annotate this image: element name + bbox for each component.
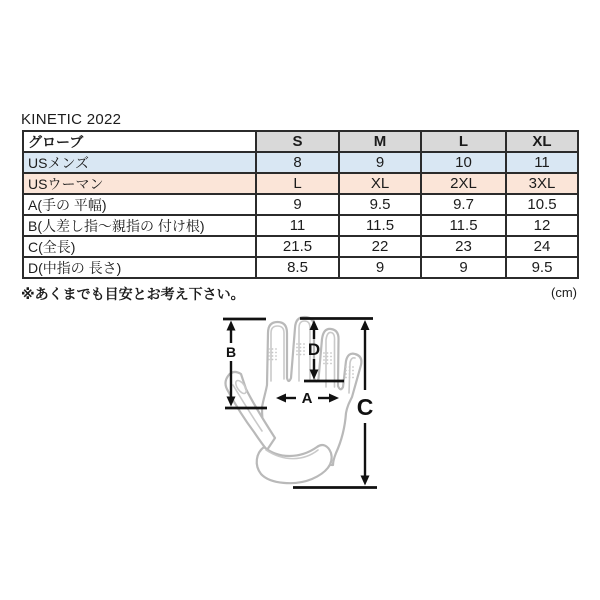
table-row-middle-finger-length — [23, 257, 578, 278]
cell-value: 9 — [339, 152, 421, 173]
cell-value: 21.5 — [256, 236, 339, 257]
row-label: USメンズ — [23, 152, 256, 173]
cell-value: 11.5 — [421, 215, 506, 236]
unit-label: (cm) — [551, 285, 577, 300]
cell-value: 8.5 — [256, 257, 339, 278]
row-label: D(中指の 長さ) — [23, 257, 256, 278]
header-size-m: M — [339, 131, 421, 152]
cell-value: 11.5 — [339, 215, 421, 236]
table-row-index-to-thumb — [23, 215, 578, 236]
dim-label-c: C — [356, 394, 374, 420]
table-row-total-length — [23, 236, 578, 257]
header-size-xl: XL — [506, 131, 578, 152]
cell-value: 9.5 — [506, 257, 578, 278]
table-row-palm-width — [23, 194, 578, 215]
dim-label-b: B — [225, 344, 237, 360]
dim-label-d: D — [307, 340, 321, 359]
table-header-row — [23, 131, 578, 152]
row-label: C(全長) — [23, 236, 256, 257]
cell-value: 9.7 — [421, 194, 506, 215]
disclaimer-note: ※あくまでも目安とお考え下さい。 — [21, 286, 245, 302]
cell-value: 11 — [256, 215, 339, 236]
cell-value: 8 — [256, 152, 339, 173]
header-glove: グローブ — [23, 131, 256, 152]
cell-value: 9 — [339, 257, 421, 278]
glove-measurement-diagram — [200, 295, 400, 507]
cell-value: 9 — [256, 194, 339, 215]
glove-outline-drawing — [226, 317, 362, 483]
cell-value: 12 — [506, 215, 578, 236]
cell-value: 24 — [506, 236, 578, 257]
row-label: B(人差し指～親指の 付け根) — [23, 215, 256, 236]
header-size-l: L — [421, 131, 506, 152]
table-row-us-mens — [23, 152, 578, 173]
cell-value: L — [256, 173, 339, 194]
cell-value: 10 — [421, 152, 506, 173]
table-row-us-womens — [23, 173, 578, 194]
cell-value: 11 — [506, 152, 578, 173]
header-size-s: S — [256, 131, 339, 152]
cell-value: 9.5 — [339, 194, 421, 215]
dim-label-a: A — [301, 390, 313, 407]
page-title: KINETIC 2022 — [21, 111, 122, 128]
cell-value: XL — [339, 173, 421, 194]
cell-value: 3XL — [506, 173, 578, 194]
cell-value: 2XL — [421, 173, 506, 194]
cell-value: 22 — [339, 236, 421, 257]
row-label: A(手の 平幅) — [23, 194, 256, 215]
cell-value: 23 — [421, 236, 506, 257]
cell-value: 10.5 — [506, 194, 578, 215]
size-chart-table — [22, 130, 579, 279]
row-label: USウーマン — [23, 173, 256, 194]
cell-value: 9 — [421, 257, 506, 278]
